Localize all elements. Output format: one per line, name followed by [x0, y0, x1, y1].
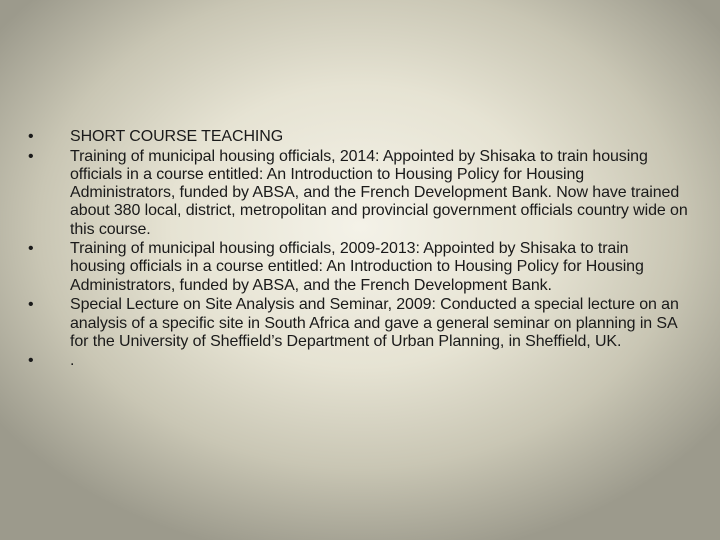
bullet-list [28, 128, 688, 372]
list-item-text: SHORT COURSE TEACHING [70, 128, 284, 145]
list-item [28, 128, 688, 146]
bullet-icon: • [28, 147, 34, 165]
bullet-icon: • [28, 128, 34, 145]
bullet-icon: • [28, 296, 34, 314]
list-item [28, 352, 688, 370]
bullet-icon: • [28, 240, 34, 258]
list-item-text: Training of municipal housing officials, 2014: Appointed by Shisaka to train housing officials in a course entitled: An Introduction to Housing Policy for Housing Administrators, funded by ABSA, and the French Development Bank. Now have trained about 380 local, district, metropolitan and provincial government officials country wide on this course. [70, 147, 688, 238]
list-item-text: . [70, 352, 75, 370]
list-item-text: Special Lecture on Site Analysis and Seminar, 2009: Conducted a special lecture on an analysis of a specific site in South Africa and gave a general seminar on planning in SA for the University of Sheffield’s Department of Urban Planning, in Sheffield, UK. [70, 296, 679, 350]
list-item [28, 240, 688, 295]
list-item-text: Training of municipal housing officials, 2009-2013: Appointed by Shisaka to train housing officials in a course entitled: An Introduction to Housing Policy for Housing Administrators, funded by ABSA, and the French Development Bank. [70, 240, 644, 294]
list-item [28, 148, 688, 239]
list-item [28, 296, 688, 351]
bullet-icon: • [28, 352, 34, 370]
